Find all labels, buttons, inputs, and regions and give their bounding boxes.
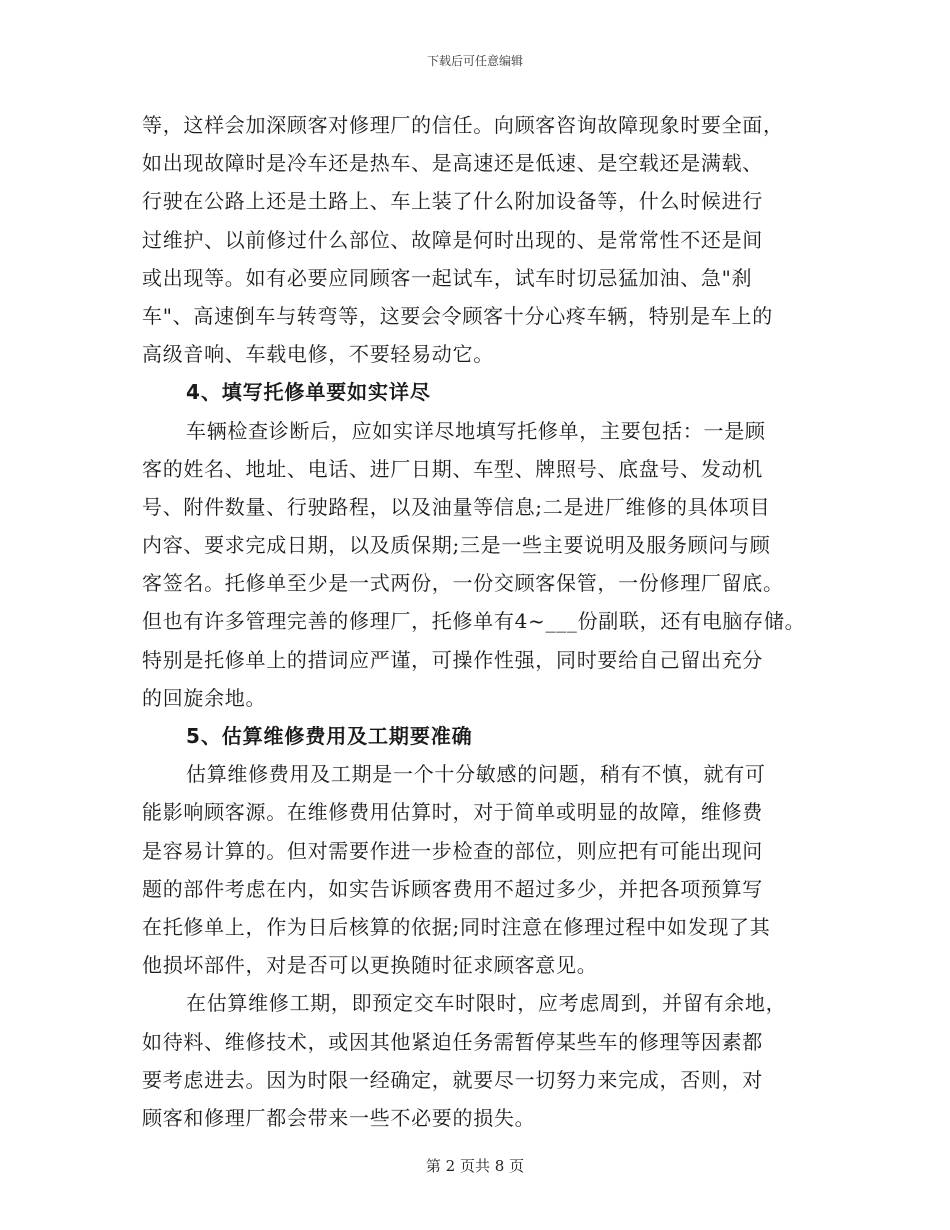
paragraph-line: 在估算维修工期，即预定交车时限时，应考虑周到，并留有余地， (186, 991, 787, 1016)
paragraph-line: 能影响顾客源。在维修费用估算时，对于简单或明显的故障，维修费 (142, 800, 763, 825)
paragraph-line: 车辆检查诊断后，应如实详尽地填写托修单，主要包括：一是顾 (186, 418, 766, 443)
paragraph-line: 特别是托修单上的措词应严谨，可操作性强，同时要给自己留出充分 (142, 647, 763, 672)
paragraph-line: 的回旋余地。 (142, 685, 267, 710)
paragraph-line: 如待料、维修技术，或因其他紧迫任务需暂停某些车的修理等因素都 (142, 1029, 763, 1054)
paragraph-line: 客签名。托修单至少是一式两份，一份交顾客保管，一份修理厂留底。 (142, 571, 784, 596)
paragraph-line: 是容易计算的。但对需要作进一步检查的部位，则应把有可能出现问 (142, 838, 763, 863)
paragraph-line: 但也有许多管理完善的修理厂，托修单有4~___份副联，还有电脑存储。 (142, 609, 806, 634)
paragraph-line: 车"、高速倒车与转弯等，这要会令顾客十分心疼车辆，特别是车上的 (142, 303, 773, 328)
paragraph-line: 估算维修费用及工期是一个十分敏感的问题，稍有不慎，就有可 (186, 762, 766, 787)
paragraph-line: 要考虑进去。因为时限一经确定，就要尽一切努力来完成，否则，对 (142, 1067, 763, 1092)
paragraph-line: 内容、要求完成日期，以及质保期;三是一些主要说明及服务顾问与顾 (142, 533, 771, 558)
paragraph-line: 顾客和修理厂都会带来一些不必要的损失。 (142, 1105, 536, 1130)
section-heading-4: 4、填写托修单要如实详尽 (186, 380, 431, 405)
paragraph-line: 客的姓名、地址、电话、进厂日期、车型、牌照号、底盘号、发动机 (142, 456, 763, 481)
paragraph-line: 高级音响、车载电修，不要轻易动它。 (142, 342, 494, 367)
paragraph-line: 过维护、以前修过什么部位、故障是何时出现的、是常常性不还是间 (142, 227, 763, 252)
page-header: 下载后可任意编辑 (426, 54, 523, 68)
paragraph-line: 题的部件考虑在内，如实告诉顾客费用不超过多少，并把各项预算写 (142, 876, 763, 901)
paragraph-line: 行驶在公路上还是土路上、车上装了什么附加设备等，什么时候进行 (142, 189, 763, 214)
section-heading-5: 5、估算维修费用及工期要准确 (186, 724, 473, 748)
paragraph-line: 他损坏部件，对是否可以更换随时征求顾客意见。 (142, 953, 598, 978)
paragraph-line: 等，这样会加深顾客对修理厂的信任。向顾客咨询故障现象时要全面， (142, 113, 784, 137)
document-body (142, 106, 822, 1137)
paragraph-line: 号、附件数量、行驶路程，以及油量等信息;二是进厂维修的具体项目 (142, 494, 771, 519)
paragraph-line: 在托修单上，作为日后核算的依据;同时注意在修理过程中如发现了其 (142, 914, 771, 939)
paragraph-line: 如出现故障时是冷车还是热车、是高速还是低速、是空载还是满载、 (142, 151, 763, 176)
paragraph-line: 或出现等。如有必要应同顾客一起试车，试车时切忌猛加油、急"刹 (142, 265, 753, 290)
page-number: 第 2 页共 8 页 (425, 1157, 525, 1175)
